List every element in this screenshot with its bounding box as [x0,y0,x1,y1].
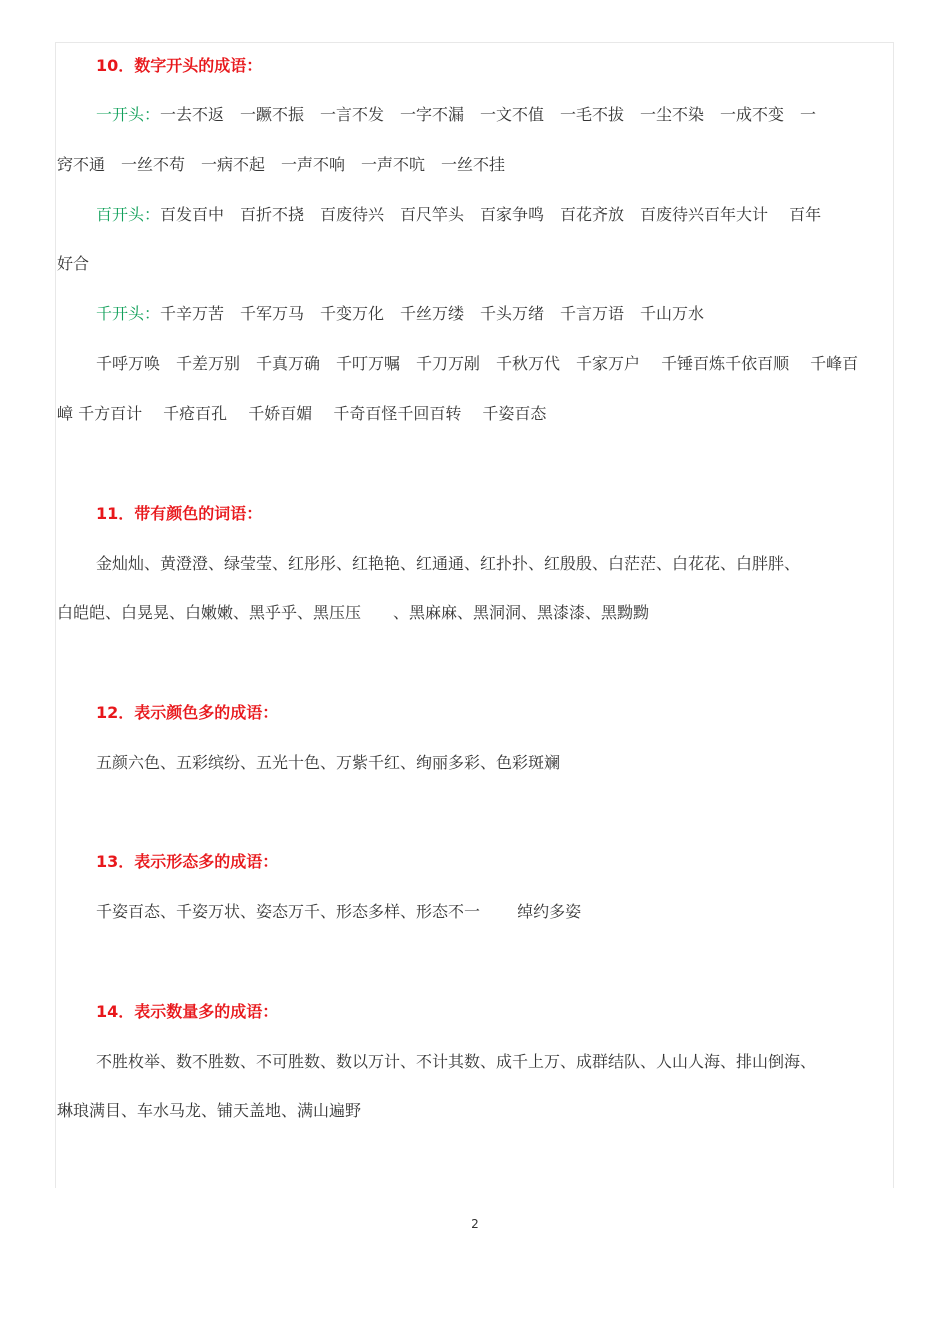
section-14-line-2: 琳琅满目、车水马龙、铺天盖地、满山遍野 [57,1101,362,1120]
group-qian-line-2: 千呼万唤 千差万别 千真万确 千叮万嘱 千刀万剐 千秋万代 千家万户 千锤百炼千依百顺 千峰百 [96,354,859,373]
group-yi-text-1: 一去不返 一蹶不振 一言不发 一字不漏 一文不值 一毛不拔 一尘不染 一成不变 一 [160,105,817,124]
group-bai-label: 百开头： [96,205,161,224]
section-10-heading: 10．数字开头的成语： [96,56,263,75]
group-bai-line-2: 好合 [57,254,90,273]
section-12-heading: 12．表示颜色多的成语： [96,703,279,722]
group-yi-line-2: 窍不通 一丝不苟 一病不起 一声不响 一声不吭 一丝不挂 [57,155,506,174]
section-11-heading: 11．带有颜色的词语： [96,504,263,523]
section-14-heading: 14．表示数量多的成语： [96,1002,279,1021]
group-qian-text-1: 千辛万苦 千军万马 千变万化 千丝万缕 千头万绪 千言万语 千山万水 [160,304,705,323]
group-bai-line-1 [96,205,821,225]
section-11-line-2: 白皑皑、白晃晃、白嫩嫩、黑乎乎、黑压压 、黑麻麻、黑洞洞、黑漆漆、黑黝黝 [57,603,650,622]
section-14-line-1: 不胜枚举、数不胜数、不可胜数、数以万计、不计其数、成千上万、成群结队、人山人海、排山倒海、 [96,1052,817,1071]
page-number: 2 [471,1217,479,1231]
group-qian-line-1 [96,304,704,324]
group-qian-label: 千开头： [96,304,161,323]
section-13-heading: 13．表示形态多的成语： [96,852,279,871]
group-bai-text-1: 百发百中 百折不挠 百废待兴 百尺竿头 百家争鸣 百花齐放 百废待兴百年大计 百年 [160,205,822,224]
section-11-line-1: 金灿灿、黄澄澄、绿莹莹、红彤彤、红艳艳、红通通、红扑扑、红殷殷、白茫茫、白花花、白胖胖、 [96,554,801,573]
group-yi-line-1 [96,105,816,125]
group-qian-line-3: 嶂 千方百计 千疮百孔 千娇百媚 千奇百怪千回百转 千姿百态 [57,404,547,423]
section-13-line-1: 千姿百态、千姿万状、姿态万千、形态多样、形态不一 绰约多姿 [96,902,582,921]
section-12-line-1: 五颜六色、五彩缤纷、五光十色、万紫千红、绚丽多彩、色彩斑斓 [96,753,561,772]
group-yi-label: 一开头： [96,105,161,124]
